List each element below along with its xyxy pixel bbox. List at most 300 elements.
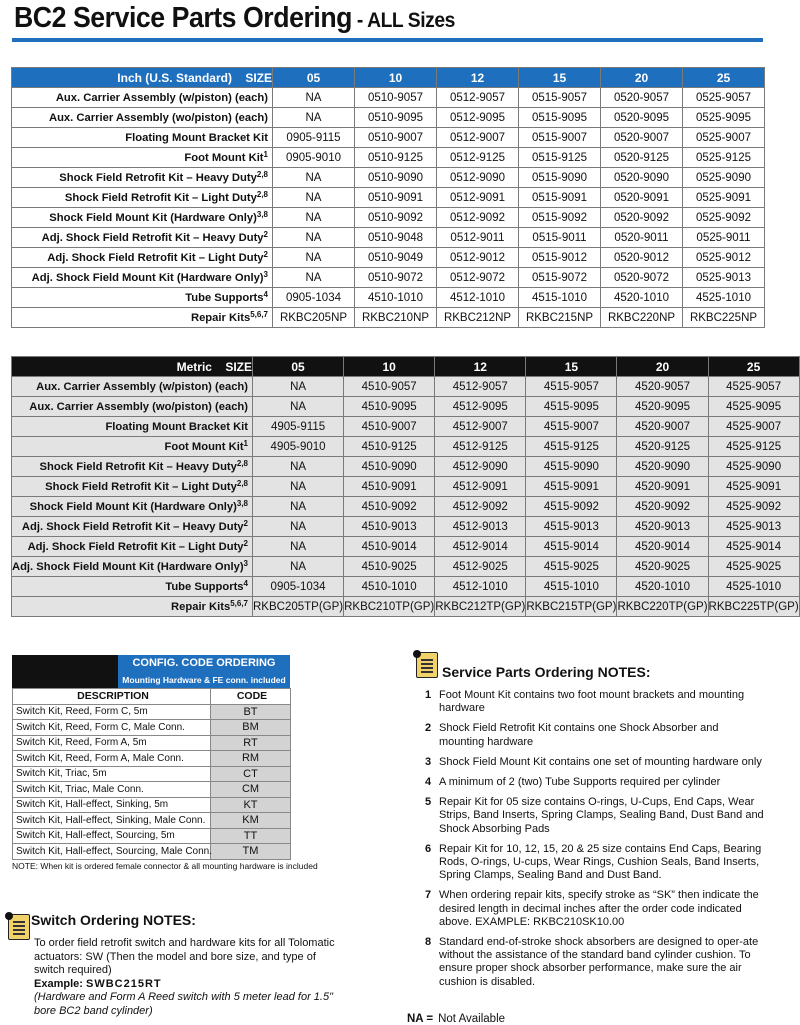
- part-number-cell: 4515-9092: [526, 497, 617, 517]
- part-number-cell: NA: [253, 557, 344, 577]
- part-number-cell: 0515-9090: [519, 168, 601, 188]
- row-label-text: Aux. Carrier Assembly (w/piston) (each): [55, 91, 268, 104]
- header-label-cell: [12, 68, 273, 88]
- part-number-cell: 0525-9090: [683, 168, 765, 188]
- part-number-cell: 0520-9095: [601, 108, 683, 128]
- part-number-cell: 4510-1010: [355, 288, 437, 308]
- config-code-table: [12, 655, 318, 871]
- config-header: [12, 655, 290, 688]
- table-row: [12, 288, 765, 308]
- switch-example-desc: (Hardware and Form A Reed switch with 5 meter lead for 1.5" bore BC2 band cylinder): [34, 991, 333, 1017]
- config-row: [13, 828, 291, 844]
- footnote-ref: 2,8: [236, 458, 248, 468]
- part-number-cell: 4520-9007: [617, 417, 708, 437]
- part-number-cell: 0515-9095: [519, 108, 601, 128]
- size-header: 12: [437, 68, 519, 88]
- row-label-text: Shock Field Retrofit Kit – Light Duty: [45, 480, 237, 493]
- config-description: Switch Kit, Reed, Form C, 5m: [13, 704, 211, 720]
- part-number-cell: 0525-9011: [683, 228, 765, 248]
- title-rule: [12, 38, 763, 42]
- size-header: 10: [344, 357, 435, 377]
- service-note: [414, 776, 764, 789]
- part-number-cell: 4520-9057: [617, 377, 708, 397]
- config-code: CM: [211, 782, 291, 798]
- part-number-cell: 4525-9007: [708, 417, 799, 437]
- row-label-text: Aux. Carrier Assembly (wo/piston) (each): [48, 111, 268, 124]
- table-row: [12, 188, 765, 208]
- row-label-text: Shock Field Retrofit Kit – Heavy Duty: [59, 171, 257, 184]
- config-header-title-block: [118, 655, 290, 688]
- row-label: [12, 88, 273, 108]
- config-description: Switch Kit, Triac, 5m: [13, 766, 211, 782]
- table-row: [12, 148, 765, 168]
- part-number-cell: 0525-9091: [683, 188, 765, 208]
- row-label: [12, 397, 253, 417]
- part-number-cell: 0512-9125: [437, 148, 519, 168]
- part-number-cell: 4510-9091: [344, 477, 435, 497]
- part-number-cell: 0510-9090: [355, 168, 437, 188]
- table-row: [12, 557, 800, 577]
- part-number-cell: 4510-9090: [344, 457, 435, 477]
- table-row: [12, 168, 765, 188]
- config-row: [13, 720, 291, 736]
- row-label-text: Tube Supports: [185, 291, 264, 304]
- note-number: 1: [425, 689, 432, 701]
- row-label-text: Adj. Shock Field Mount Kit (Hardware Only): [12, 560, 244, 573]
- part-number-cell: 4515-9095: [526, 397, 617, 417]
- part-number-cell: NA: [253, 497, 344, 517]
- part-number-cell: 0525-9057: [683, 88, 765, 108]
- part-number-cell: 4525-9091: [708, 477, 799, 497]
- note-number: 7: [425, 889, 432, 902]
- part-number-cell: 4512-9007: [435, 417, 526, 437]
- footnote-ref: 2: [263, 249, 268, 259]
- size-header: 20: [601, 68, 683, 88]
- part-number-cell: 0512-9072: [437, 268, 519, 288]
- part-number-cell: 0520-9072: [601, 268, 683, 288]
- page-title: [14, 2, 455, 35]
- note-number: 8: [425, 936, 432, 949]
- part-number-cell: 0525-9095: [683, 108, 765, 128]
- inch-parts-table: [11, 67, 765, 328]
- part-number-cell: RKBC210TP(GP): [344, 597, 435, 617]
- note-number: 3: [425, 755, 432, 768]
- inch-header-row: [12, 68, 765, 88]
- row-label: [12, 437, 253, 457]
- config-code: CT: [211, 766, 291, 782]
- table-row: [12, 88, 765, 108]
- row-label: [12, 168, 273, 188]
- metric-table-body: [12, 377, 800, 617]
- part-number-cell: 4525-9057: [708, 377, 799, 397]
- note-number: 5: [425, 796, 432, 809]
- part-number-cell: 0515-9007: [519, 128, 601, 148]
- part-number-cell: 4510-9057: [344, 377, 435, 397]
- table-row: [12, 417, 800, 437]
- note-text: Foot Mount Kit contains two foot mount brackets and mounting hardware: [439, 689, 745, 715]
- service-notes-title: Service Parts Ordering NOTES:: [442, 664, 651, 680]
- part-number-cell: RKBC220TP(GP): [617, 597, 708, 617]
- note-text: Standard end-of-stroke shock absorbers are designed to oper-ate without the assistance of the standard band cylinder cushion. To ensure proper shock absorber performance, make sure the air cushion is disabled.: [439, 936, 759, 988]
- na-text: Not Available: [438, 1013, 506, 1025]
- row-label: [12, 457, 253, 477]
- part-number-cell: RKBC212NP: [437, 308, 519, 328]
- config-row: [13, 751, 291, 767]
- part-number-cell: 4525-9025: [708, 557, 799, 577]
- row-label-text: Foot Mount Kit: [164, 440, 244, 453]
- table-row: [12, 128, 765, 148]
- part-number-cell: NA: [273, 268, 355, 288]
- note-number: 2: [425, 722, 432, 735]
- config-header-blank: [12, 655, 118, 688]
- note-number: 6: [425, 842, 432, 855]
- part-number-cell: NA: [253, 517, 344, 537]
- config-description: Switch Kit, Reed, Form C, Male Conn.: [13, 720, 211, 736]
- part-number-cell: 4525-9014: [708, 537, 799, 557]
- part-number-cell: 0520-9091: [601, 188, 683, 208]
- page-title-main: BC2 Service Parts Ordering: [14, 2, 352, 34]
- part-number-cell: RKBC210NP: [355, 308, 437, 328]
- part-number-cell: NA: [273, 88, 355, 108]
- row-label: [12, 288, 273, 308]
- size-header: 25: [708, 357, 799, 377]
- header-label: Metric: [176, 359, 212, 374]
- part-number-cell: 4510-1010: [344, 577, 435, 597]
- part-number-cell: 0515-9092: [519, 208, 601, 228]
- row-label-text: Adj. Shock Field Retrofit Kit – Heavy Duty: [21, 520, 244, 533]
- row-label: [12, 128, 273, 148]
- part-number-cell: 0510-9007: [355, 128, 437, 148]
- config-row: [13, 797, 291, 813]
- header-size-label: SIZE: [245, 70, 272, 85]
- size-header: 20: [617, 357, 708, 377]
- part-number-cell: 0525-9007: [683, 128, 765, 148]
- footnote-ref: 2: [263, 229, 268, 239]
- config-code: TM: [211, 844, 291, 860]
- page-title-sub: - ALL Sizes: [351, 9, 455, 32]
- metric-parts-table: [11, 356, 800, 617]
- note-text: Repair Kit for 10, 12, 15, 20 & 25 size contains End Caps, Bearing Rods, O-rings, U-cups, Wear Rings, Cushion Seals, Band Inserts, Spring Clamps, Sealing Band and Dust Band.: [439, 842, 762, 882]
- note-text: Shock Field Retrofit Kit contains one Shock Absorber and mounting hardware: [439, 722, 719, 748]
- service-note: [414, 796, 764, 836]
- row-label: [12, 577, 253, 597]
- notepad-icon: [416, 652, 438, 678]
- row-label: [12, 537, 253, 557]
- row-label: [12, 188, 273, 208]
- config-code: KM: [211, 813, 291, 829]
- table-row: [12, 577, 800, 597]
- row-label-text: Aux. Carrier Assembly (w/piston) (each): [36, 380, 248, 393]
- notepad-icon: [8, 914, 30, 940]
- config-row: [13, 782, 291, 798]
- part-number-cell: 4515-9007: [526, 417, 617, 437]
- config-description: Switch Kit, Hall-effect, Sinking, 5m: [13, 797, 211, 813]
- part-number-cell: 4512-9057: [435, 377, 526, 397]
- part-number-cell: 0520-9012: [601, 248, 683, 268]
- part-number-cell: 0510-9091: [355, 188, 437, 208]
- part-number-cell: 4520-9025: [617, 557, 708, 577]
- row-label-text: Adj. Shock Field Mount Kit (Hardware Only): [31, 271, 264, 284]
- footnote-ref: 3,8: [256, 209, 268, 219]
- part-number-cell: 4515-9090: [526, 457, 617, 477]
- part-number-cell: NA: [253, 537, 344, 557]
- part-number-cell: 4520-9014: [617, 537, 708, 557]
- footnote-ref: 4: [243, 578, 248, 588]
- part-number-cell: 0512-9012: [437, 248, 519, 268]
- part-number-cell: 4520-9091: [617, 477, 708, 497]
- part-number-cell: 4905-9010: [253, 437, 344, 457]
- part-number-cell: 0905-1034: [273, 288, 355, 308]
- part-number-cell: 4512-9125: [435, 437, 526, 457]
- part-number-cell: 0520-9092: [601, 208, 683, 228]
- switch-notes-title: Switch Ordering NOTES:: [31, 912, 196, 928]
- part-number-cell: 0525-9012: [683, 248, 765, 268]
- part-number-cell: 0520-9057: [601, 88, 683, 108]
- part-number-cell: NA: [273, 188, 355, 208]
- part-number-cell: 0510-9125: [355, 148, 437, 168]
- part-number-cell: 0515-9057: [519, 88, 601, 108]
- table-row: [12, 208, 765, 228]
- config-col-code: CODE: [211, 689, 291, 705]
- footnote-ref: 2,8: [256, 189, 268, 199]
- switch-example-label: Example:: [34, 977, 83, 990]
- row-label-text: Shock Field Retrofit Kit – Light Duty: [64, 191, 257, 204]
- part-number-cell: 0512-9090: [437, 168, 519, 188]
- size-header: 25: [683, 68, 765, 88]
- size-header: 10: [355, 68, 437, 88]
- part-number-cell: RKBC215TP(GP): [526, 597, 617, 617]
- row-label-text: Shock Field Retrofit Kit – Heavy Duty: [39, 460, 237, 473]
- row-label-text: Tube Supports: [165, 580, 244, 593]
- part-number-cell: 4512-9092: [435, 497, 526, 517]
- switch-example-code: SWBC215RT: [85, 977, 162, 990]
- part-number-cell: 4520-1010: [601, 288, 683, 308]
- part-number-cell: 0512-9057: [437, 88, 519, 108]
- part-number-cell: 0525-9013: [683, 268, 765, 288]
- part-number-cell: 4510-9092: [344, 497, 435, 517]
- na-legend: [407, 1013, 505, 1025]
- service-note: [414, 722, 764, 748]
- part-number-cell: 4905-9115: [253, 417, 344, 437]
- table-row: [12, 597, 800, 617]
- part-number-cell: 4512-1010: [435, 577, 526, 597]
- part-number-cell: 0515-9125: [519, 148, 601, 168]
- row-label-text: Floating Mount Bracket Kit: [105, 420, 248, 433]
- part-number-cell: 0515-9012: [519, 248, 601, 268]
- table-row: [12, 228, 765, 248]
- size-header: 15: [519, 68, 601, 88]
- part-number-cell: 0510-9092: [355, 208, 437, 228]
- config-col-description: DESCRIPTION: [13, 689, 211, 705]
- table-row: [12, 497, 800, 517]
- part-number-cell: 4515-9125: [526, 437, 617, 457]
- row-label: [12, 248, 273, 268]
- footnote-ref: 2: [243, 538, 248, 548]
- part-number-cell: NA: [253, 457, 344, 477]
- part-number-cell: 0520-9125: [601, 148, 683, 168]
- metric-header-row: [12, 357, 800, 377]
- part-number-cell: 4512-9095: [435, 397, 526, 417]
- note-text: A minimum of 2 (two) Tube Supports required per cylinder: [439, 776, 721, 789]
- part-number-cell: 4512-9025: [435, 557, 526, 577]
- part-number-cell: 0510-9048: [355, 228, 437, 248]
- part-number-cell: 4512-9013: [435, 517, 526, 537]
- row-label-text: Repair Kits: [190, 311, 251, 324]
- part-number-cell: 0905-9115: [273, 128, 355, 148]
- part-number-cell: NA: [253, 397, 344, 417]
- service-note: [414, 689, 764, 715]
- config-description: Switch Kit, Hall-effect, Sinking, Male Conn.: [13, 813, 211, 829]
- part-number-cell: 4520-9092: [617, 497, 708, 517]
- config-code: BM: [211, 720, 291, 736]
- footnote-ref: 5,6,7: [250, 309, 268, 319]
- part-number-cell: NA: [273, 168, 355, 188]
- part-number-cell: NA: [273, 208, 355, 228]
- part-number-cell: 4510-9014: [344, 537, 435, 557]
- part-number-cell: 0905-1034: [253, 577, 344, 597]
- table-row: [12, 397, 800, 417]
- row-label: [12, 557, 253, 577]
- row-label: [12, 377, 253, 397]
- part-number-cell: 0510-9095: [355, 108, 437, 128]
- part-number-cell: 4512-9091: [435, 477, 526, 497]
- row-label: [12, 148, 273, 168]
- switch-notes-text: To order field retrofit switch and hardware kits for all Tolomatic actuators: SW (Then the model and bore size, and type of switch required): [34, 937, 335, 976]
- row-label-text: Aux. Carrier Assembly (wo/piston) (each): [29, 400, 248, 413]
- footnote-ref: 2,8: [236, 478, 248, 488]
- config-title: CONFIG. CODE ORDERING: [132, 657, 276, 669]
- part-number-cell: NA: [273, 248, 355, 268]
- config-row: [13, 766, 291, 782]
- config-description: Switch Kit, Reed, Form A, Male Conn.: [13, 751, 211, 767]
- part-number-cell: 4520-9090: [617, 457, 708, 477]
- part-number-cell: 4515-1010: [526, 577, 617, 597]
- config-row: [13, 735, 291, 751]
- row-label-text: Adj. Shock Field Retrofit Kit – Heavy Duty: [41, 231, 264, 244]
- part-number-cell: 0515-9091: [519, 188, 601, 208]
- part-number-cell: 4512-9014: [435, 537, 526, 557]
- part-number-cell: 4515-9013: [526, 517, 617, 537]
- part-number-cell: 4525-9092: [708, 497, 799, 517]
- config-row: [13, 704, 291, 720]
- service-note: [414, 756, 764, 769]
- size-header: 05: [253, 357, 344, 377]
- part-number-cell: RKBC225NP: [683, 308, 765, 328]
- part-number-cell: 0512-9011: [437, 228, 519, 248]
- row-label: [12, 308, 273, 328]
- part-number-cell: NA: [273, 108, 355, 128]
- switch-notes-body: [34, 937, 344, 1018]
- footnote-ref: 1: [243, 438, 248, 448]
- part-number-cell: 4520-1010: [617, 577, 708, 597]
- part-number-cell: 4510-9025: [344, 557, 435, 577]
- part-number-cell: 4512-1010: [437, 288, 519, 308]
- part-number-cell: RKBC205NP: [273, 308, 355, 328]
- service-note: [414, 889, 764, 929]
- part-number-cell: RKBC205TP(GP): [253, 597, 344, 617]
- config-description: Switch Kit, Triac, Male Conn.: [13, 782, 211, 798]
- footnote-ref: 2: [243, 518, 248, 528]
- part-number-cell: 0515-9072: [519, 268, 601, 288]
- size-header: 05: [273, 68, 355, 88]
- note-text: When ordering repair kits, specify stroke as “SK” then indicate the desired length in decimal inches after the order code indicated above. EXAMPLE: RKBC210SK10.00: [439, 889, 759, 928]
- config-description: Switch Kit, Reed, Form A, 5m: [13, 735, 211, 751]
- row-label-text: Adj. Shock Field Retrofit Kit – Light Duty: [47, 251, 264, 264]
- config-column-header: [13, 689, 291, 705]
- service-note: [414, 936, 764, 989]
- table-row: [12, 517, 800, 537]
- part-number-cell: 4510-9007: [344, 417, 435, 437]
- row-label: [12, 477, 253, 497]
- header-label: Inch (U.S. Standard): [117, 70, 232, 85]
- table-row: [12, 477, 800, 497]
- row-label-text: Foot Mount Kit: [184, 151, 264, 164]
- part-number-cell: NA: [273, 228, 355, 248]
- part-number-cell: 4510-9095: [344, 397, 435, 417]
- part-number-cell: 0525-9125: [683, 148, 765, 168]
- config-table: [12, 688, 291, 860]
- switch-example: [34, 978, 344, 992]
- config-row: [13, 844, 291, 860]
- row-label: [12, 268, 273, 288]
- part-number-cell: 0512-9091: [437, 188, 519, 208]
- config-description: Switch Kit, Hall-effect, Sourcing, Male Conn.: [13, 844, 211, 860]
- part-number-cell: RKBC220NP: [601, 308, 683, 328]
- part-number-cell: 4515-9025: [526, 557, 617, 577]
- table-row: [12, 268, 765, 288]
- size-header: 12: [435, 357, 526, 377]
- row-label: [12, 517, 253, 537]
- table-row: [12, 457, 800, 477]
- footnote-ref: 3: [263, 269, 268, 279]
- part-number-cell: 0510-9072: [355, 268, 437, 288]
- part-number-cell: 4520-9095: [617, 397, 708, 417]
- part-number-cell: 0520-9007: [601, 128, 683, 148]
- config-row: [13, 813, 291, 829]
- part-number-cell: 0515-9011: [519, 228, 601, 248]
- part-number-cell: 4525-1010: [708, 577, 799, 597]
- config-code: KT: [211, 797, 291, 813]
- footnote-ref: 4: [263, 289, 268, 299]
- service-notes-list: [414, 689, 764, 996]
- footnote-ref: 3,8: [236, 498, 248, 508]
- part-number-cell: 0520-9090: [601, 168, 683, 188]
- table-row: [12, 537, 800, 557]
- part-number-cell: 4525-9013: [708, 517, 799, 537]
- table-row: [12, 308, 765, 328]
- part-number-cell: 4510-9125: [344, 437, 435, 457]
- footnote-ref: 3: [243, 558, 248, 568]
- part-number-cell: NA: [253, 477, 344, 497]
- part-number-cell: NA: [253, 377, 344, 397]
- footnote-ref: 1: [263, 149, 268, 159]
- part-number-cell: 4512-9090: [435, 457, 526, 477]
- part-number-cell: RKBC215NP: [519, 308, 601, 328]
- note-text: Shock Field Mount Kit contains one set of mounting hardware only: [439, 755, 762, 768]
- table-row: [12, 108, 765, 128]
- part-number-cell: 4515-9014: [526, 537, 617, 557]
- inch-table-body: [12, 88, 765, 328]
- part-number-cell: 4515-1010: [519, 288, 601, 308]
- row-label: [12, 497, 253, 517]
- config-subtitle: Mounting Hardware & FE conn. included: [122, 675, 286, 685]
- row-label: [12, 228, 273, 248]
- row-label: [12, 417, 253, 437]
- note-number: 4: [425, 776, 432, 789]
- config-description: Switch Kit, Hall-effect, Sourcing, 5m: [13, 828, 211, 844]
- part-number-cell: 0512-9095: [437, 108, 519, 128]
- config-code: BT: [211, 704, 291, 720]
